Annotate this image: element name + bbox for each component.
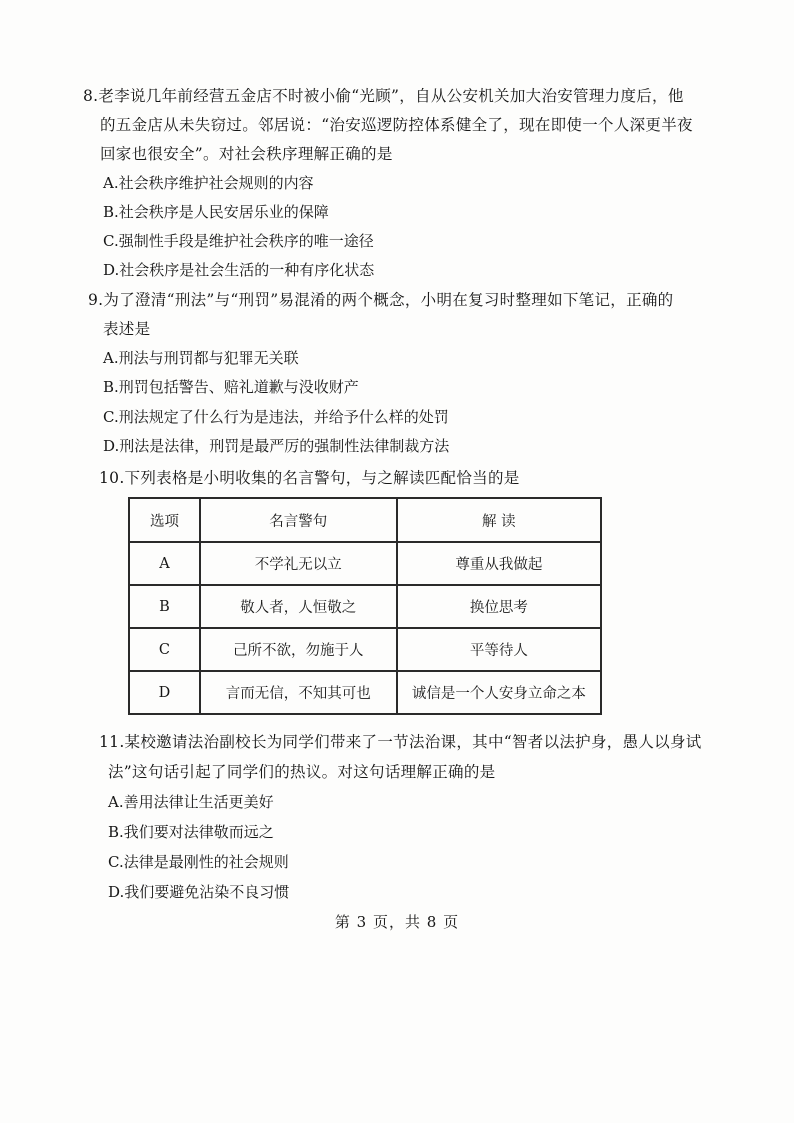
q8-option-d: D.社会秩序是社会生活的一种有序化状态 — [103, 261, 375, 279]
q9-stem-line-1: 9.为了澄清“刑法”与“刑罚”易混淆的两个概念，小明在复习时整理如下笔记，正确的 — [88, 291, 674, 309]
q11-option-c: C.法律是最刚性的社会规则 — [108, 853, 289, 871]
q9-option-b: B.刑罚包括警告、赔礼道歉与没收财产 — [103, 378, 359, 396]
row-b-option: B — [129, 585, 200, 628]
header-quote: 名言警句 — [200, 498, 397, 542]
row-b-meaning: 换位思考 — [397, 585, 601, 628]
q8-stem-line-3: 回家也很安全”。对社会秩序理解正确的是 — [100, 145, 393, 163]
q11-option-d: D.我们要避免沾染不良习惯 — [108, 883, 290, 901]
q8-option-c: C.强制性手段是维护社会秩序的唯一途径 — [103, 232, 374, 250]
row-c-option: C — [129, 628, 200, 671]
table-row — [129, 585, 601, 628]
quotes-table-header-row — [129, 498, 601, 542]
table-row — [129, 542, 601, 585]
row-a-option: A — [129, 542, 200, 585]
q8-option-b: B.社会秩序是人民安居乐业的保障 — [103, 203, 329, 221]
row-a-meaning: 尊重从我做起 — [397, 542, 601, 585]
q9-option-c: C.刑法规定了什么行为是违法，并给予什么样的处罚 — [103, 408, 449, 426]
header-meaning: 解 读 — [397, 498, 601, 542]
table-row — [129, 628, 601, 671]
q9-stem-line-2: 表述是 — [103, 320, 151, 338]
q8-stem-line-1: 8.老李说几年前经营五金店不时被小偷“光顾”，自从公安机关加大治安管理力度后，他 — [83, 87, 684, 105]
q8-stem-line-2: 的五金店从未失窃过。邻居说：“治安巡逻防控体系健全了，现在即使一个人深更半夜 — [100, 116, 693, 134]
q11-stem-line-1: 11.某校邀请法治副校长为同学们带来了一节法治课，其中“智者以法护身，愚人以身试 — [99, 733, 702, 751]
q11-option-b: B.我们要对法律敬而远之 — [108, 823, 274, 841]
row-a-quote: 不学礼无以立 — [200, 542, 397, 585]
row-d-quote: 言而无信，不知其可也 — [200, 671, 397, 714]
row-d-meaning: 诚信是一个人安身立命之本 — [397, 671, 601, 714]
page-number: 第 3 页，共 8 页 — [334, 913, 460, 931]
q8-option-a: A.社会秩序维护社会规则的内容 — [103, 174, 314, 192]
row-c-quote: 己所不欲，勿施于人 — [200, 628, 397, 671]
q9-option-d: D.刑法是法律，刑罚是最严厉的强制性法律制裁方法 — [103, 437, 450, 455]
row-c-meaning: 平等待人 — [397, 628, 601, 671]
header-option: 选项 — [129, 498, 200, 542]
table-row — [129, 671, 601, 714]
q9-option-a: A.刑法与刑罚都与犯罪无关联 — [103, 349, 299, 367]
row-d-option: D — [129, 671, 200, 714]
q11-option-a: A.善用法律让生活更美好 — [108, 793, 274, 811]
quotes-table — [128, 497, 602, 715]
q11-stem-line-2: 法”这句话引起了同学们的热议。对这句话理解正确的是 — [108, 763, 496, 781]
q10-stem: 10.下列表格是小明收集的名言警句，与之解读匹配恰当的是 — [99, 469, 520, 487]
row-b-quote: 敬人者，人恒敬之 — [200, 585, 397, 628]
